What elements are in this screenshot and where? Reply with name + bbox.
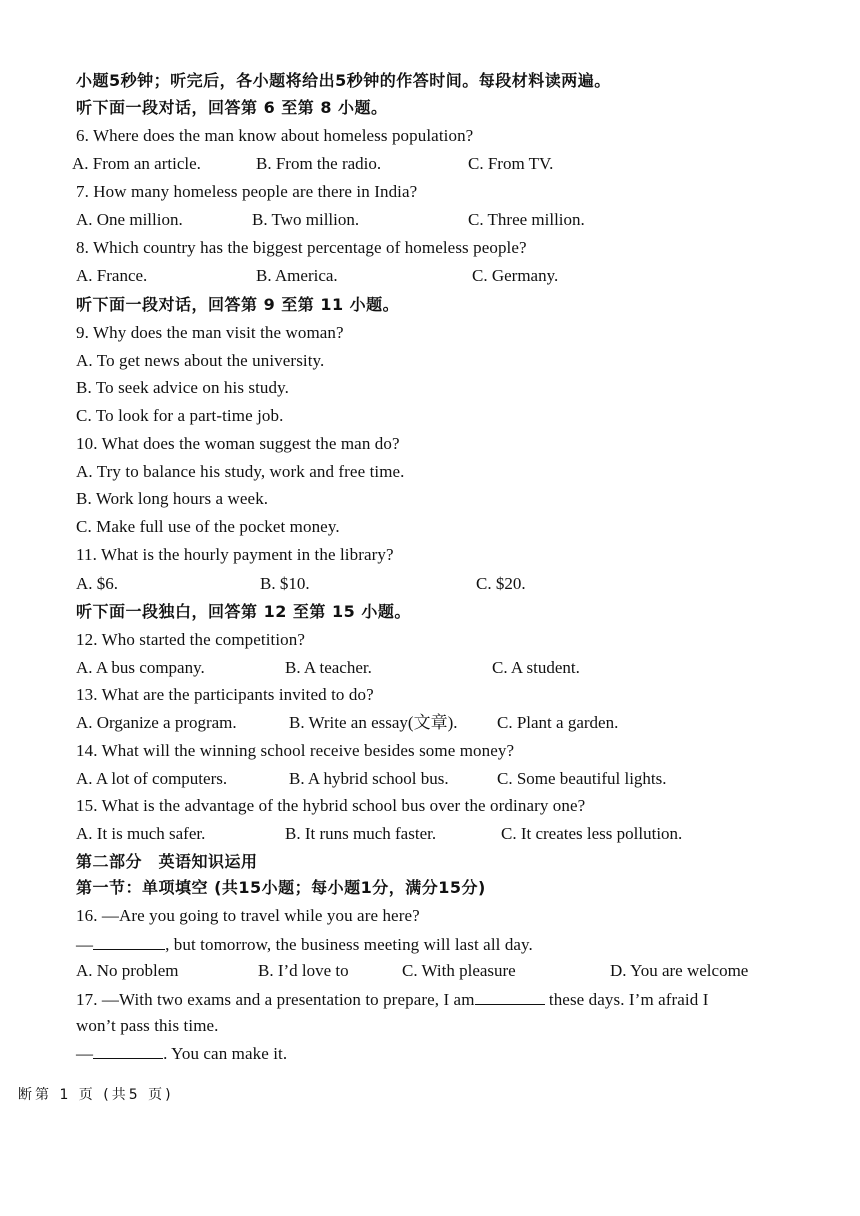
question-8: 8. Which country has the biggest percentage of homeless people? xyxy=(76,238,527,257)
section-header-9-11: 听下面一段对话，回答第 9 至第 11 小题。 xyxy=(76,295,400,314)
option-12c: C. A student. xyxy=(492,658,580,677)
answer-blank-17 xyxy=(475,988,545,1005)
question-15: 15. What is the advantage of the hybrid school bus over the ordinary one? xyxy=(76,796,586,815)
question-17-prefix: 17. —With two exams and a presentation to prepare, I am xyxy=(76,990,475,1009)
question-16-response-text: , but tomorrow, the business meeting will last all day. xyxy=(165,935,533,954)
option-16a: A. No problem xyxy=(76,961,179,980)
question-17-response xyxy=(76,1042,287,1065)
option-10b: B. Work long hours a week. xyxy=(76,489,269,508)
option-6b: B. From the radio. xyxy=(256,154,382,173)
option-14b: B. A hybrid school bus. xyxy=(289,769,449,788)
option-15a: A. It is much safer. xyxy=(76,824,206,843)
question-17-response-text: . You can make it. xyxy=(163,1044,288,1063)
option-16b: B. I’d love to xyxy=(258,961,349,980)
answer-blank-16 xyxy=(93,933,165,950)
question-16-response xyxy=(76,933,533,956)
section-header-12-15: 听下面一段独白，回答第 12 至第 15 小题。 xyxy=(76,602,411,621)
question-17 xyxy=(76,988,708,1011)
option-14a: A. A lot of computers. xyxy=(76,769,228,788)
option-16c: C. With pleasure xyxy=(402,961,516,980)
option-8b: B. America. xyxy=(256,266,338,285)
question-14: 14. What will the winning school receive besides some money? xyxy=(76,741,515,760)
option-14c: C. Some beautiful lights. xyxy=(497,769,667,788)
option-11a: A. $6. xyxy=(76,574,119,593)
dash: — xyxy=(76,935,94,954)
option-10c: C. Make full use of the pocket money. xyxy=(76,517,340,536)
option-13c: C. Plant a garden. xyxy=(497,713,619,732)
option-9b: B. To seek advice on his study. xyxy=(76,378,289,397)
intro-instruction: 小题5秒钟；听完后，各小题将给出5秒钟的作答时间。每段材料读两遍。 xyxy=(76,71,611,90)
option-16d: D. You are welcome xyxy=(610,961,749,980)
option-8c: C. Germany. xyxy=(472,266,559,285)
dash: — xyxy=(76,1044,94,1063)
option-6c: C. From TV. xyxy=(468,154,554,173)
question-10: 10. What does the woman suggest the man do? xyxy=(76,434,400,453)
section-header-6-8: 听下面一段对话，回答第 6 至第 8 小题。 xyxy=(76,98,388,117)
part2-section-header: 第一节：单项填空 (共15小题；每小题1分，满分15分) xyxy=(76,878,486,897)
answer-blank-17-response xyxy=(93,1042,163,1059)
question-16: 16. —Are you going to travel while you are here? xyxy=(76,906,420,925)
question-17-suffix: these days. I’m afraid I xyxy=(544,990,709,1009)
option-12b: B. A teacher. xyxy=(285,658,372,677)
option-13b: B. Write an essay(文章). xyxy=(289,713,458,732)
option-15b: B. It runs much faster. xyxy=(285,824,437,843)
question-9: 9. Why does the man visit the woman? xyxy=(76,323,344,342)
option-12a: A. A bus company. xyxy=(76,658,205,677)
part2-title: 第二部分 英语知识运用 xyxy=(76,852,258,871)
option-15c: C. It creates less pollution. xyxy=(501,824,683,843)
option-9c: C. To look for a part-time job. xyxy=(76,406,284,425)
question-7: 7. How many homeless people are there in India? xyxy=(76,182,418,201)
question-12: 12. Who started the competition? xyxy=(76,630,306,649)
question-6: 6. Where does the man know about homeless population? xyxy=(76,126,474,145)
option-7c: C. Three million. xyxy=(468,210,585,229)
option-11b: B. $10. xyxy=(260,574,310,593)
question-11: 11. What is the hourly payment in the library? xyxy=(76,545,394,564)
option-13a: A. Organize a program. xyxy=(76,713,237,732)
option-10a: A. Try to balance his study, work and free time. xyxy=(76,462,405,481)
page-footer: 断第 1 页 (共5 页) xyxy=(18,1087,174,1103)
option-6a: A. From an article. xyxy=(72,154,201,173)
option-9a: A. To get news about the university. xyxy=(76,351,325,370)
question-17-cont: won’t pass this time. xyxy=(76,1016,219,1035)
option-7a: A. One million. xyxy=(76,210,183,229)
option-7b: B. Two million. xyxy=(252,210,360,229)
option-11c: C. $20. xyxy=(476,574,526,593)
question-13: 13. What are the participants invited to do? xyxy=(76,685,374,704)
option-8a: A. France. xyxy=(76,266,148,285)
